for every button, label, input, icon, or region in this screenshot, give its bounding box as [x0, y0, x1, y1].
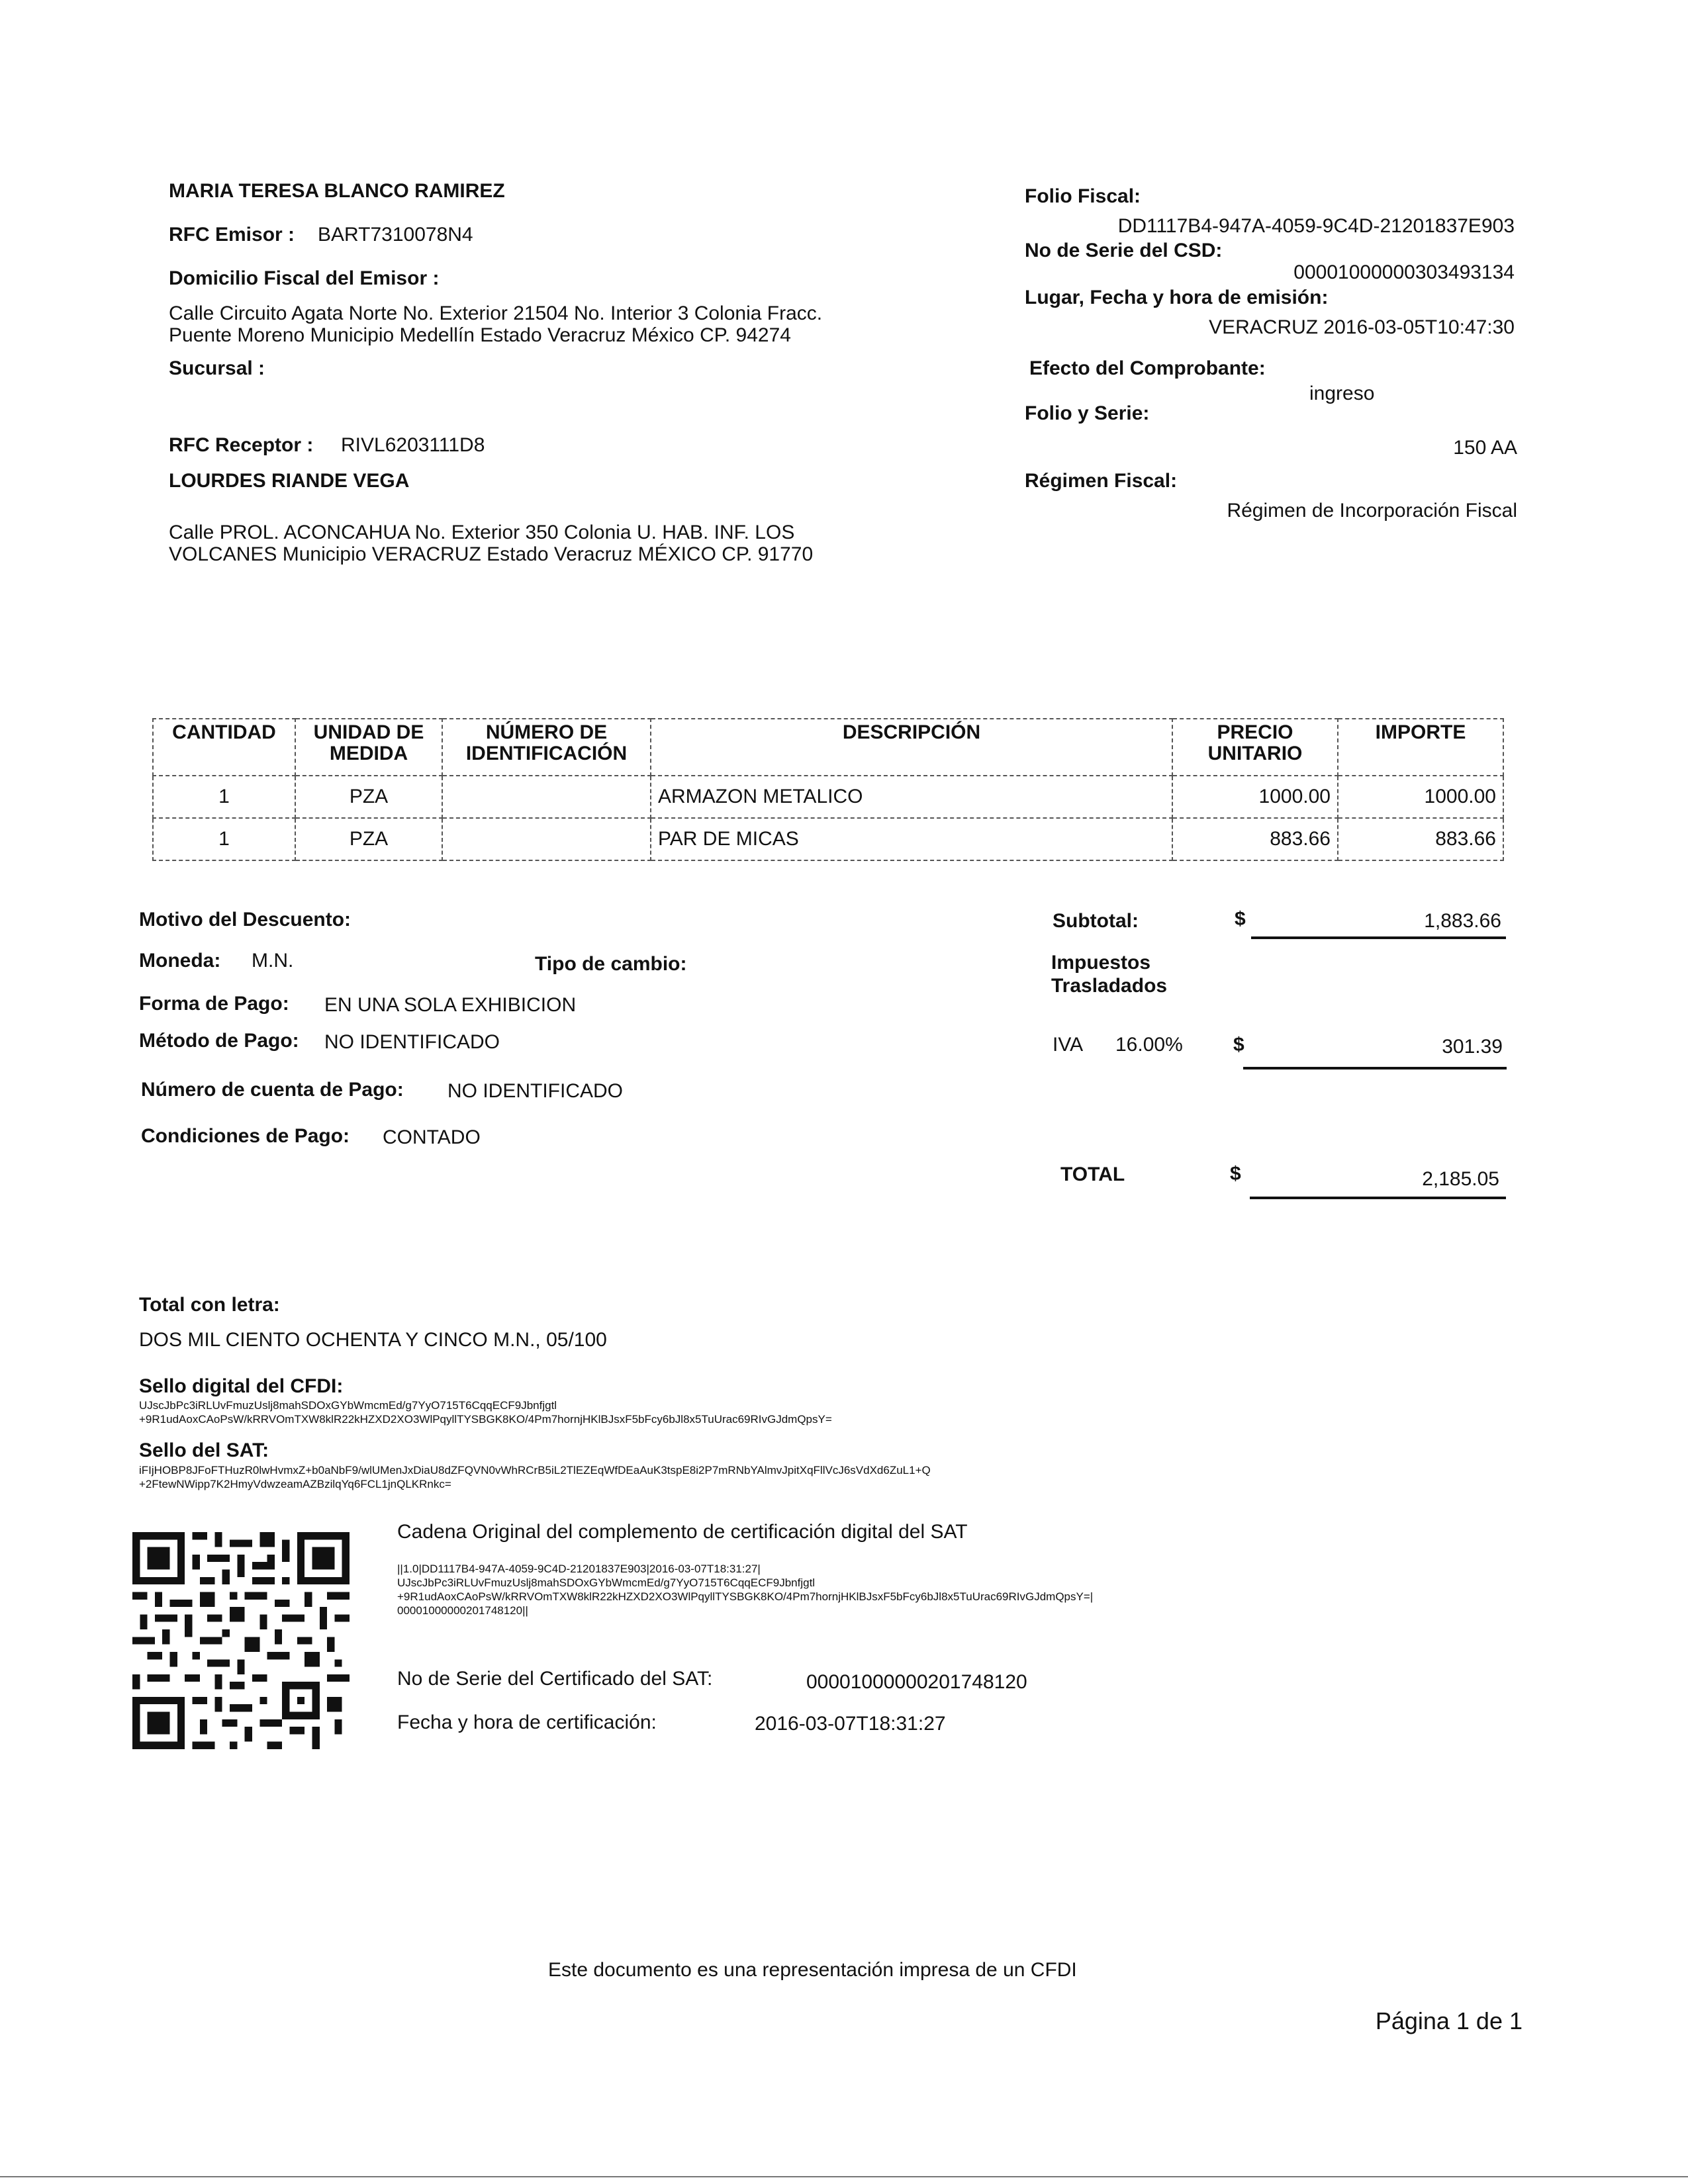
header-precio: PRECIO UNITARIO	[1172, 719, 1338, 776]
sello-sat-line1: iFIjHOBP8JFoFTHuzR0lwHvmxZ+b0aNbF9/wlUMenJxDiaU8dZFQVN0vWhRCrB5iL2TlEZEqWfDEaAuK3tspE8i2P7mRNbYAlmvJpitXqFllVcJ6sVdXd6ZuL1+Q	[139, 1464, 931, 1477]
table-row	[153, 818, 1503, 860]
efecto-label: Efecto del Comprobante:	[1029, 357, 1266, 379]
folio-fiscal-label: Folio Fiscal:	[1025, 185, 1141, 207]
cell-descripcion: ARMAZON METALICO	[651, 776, 1172, 818]
cell-descripcion: PAR DE MICAS	[651, 818, 1172, 860]
subtotal-value: 1,883.66	[1424, 910, 1501, 932]
cell-cantidad: 1	[153, 776, 295, 818]
cell-importe: 883.66	[1338, 818, 1503, 860]
total-letra-label: Total con letra:	[139, 1294, 280, 1316]
serie-certificado-value: 00001000000201748120	[806, 1671, 1027, 1693]
cell-unidad: PZA	[295, 818, 442, 860]
metodo-pago-label: Método de Pago:	[139, 1030, 299, 1052]
serie-csd-value: 00001000000303493134	[1293, 261, 1515, 283]
receptor-nombre: LOURDES RIANDE VEGA	[169, 470, 410, 492]
lugar-fecha-label: Lugar, Fecha y hora de emisión:	[1025, 287, 1329, 308]
folio-serie-label: Folio y Serie:	[1025, 402, 1150, 424]
cell-precio: 1000.00	[1172, 776, 1338, 818]
tipo-cambio-label: Tipo de cambio:	[535, 953, 687, 975]
bottom-edge-line	[0, 2176, 1688, 2177]
cadena-original-label: Cadena Original del complemento de certificación digital del SAT	[397, 1521, 968, 1543]
metodo-pago-value: NO IDENTIFICADO	[324, 1031, 500, 1053]
emisor-nombre: MARIA TERESA BLANCO RAMIREZ	[169, 180, 505, 202]
serie-csd-label: No de Serie del CSD:	[1025, 240, 1223, 261]
cell-unidad: PZA	[295, 776, 442, 818]
cell-precio: 883.66	[1172, 818, 1338, 860]
rfc-emisor-value: BART7310078N4	[318, 224, 473, 246]
footer-nota: Este documento es una representación impresa de un CFDI	[548, 1959, 1077, 1981]
domicilio-receptor-line1: Calle PROL. ACONCAHUA No. Exterior 350 Colonia U. HAB. INF. LOS	[169, 522, 795, 543]
motivo-descuento-label: Motivo del Descuento:	[139, 909, 352, 931]
header-unidad: UNIDAD DE MEDIDA	[295, 719, 442, 776]
domicilio-receptor-line2: VOLCANES Municipio VERACRUZ Estado Veracruz MÉXICO CP. 91770	[169, 543, 814, 565]
domicilio-emisor-line2: Puente Moreno Municipio Medellín Estado Veracruz México CP. 94274	[169, 324, 791, 346]
cell-numero	[442, 818, 651, 860]
cuenta-pago-value: NO IDENTIFICADO	[447, 1080, 624, 1102]
iva-underline	[1243, 1067, 1507, 1069]
total-letra-value: DOS MIL CIENTO OCHENTA Y CINCO M.N., 05/100	[139, 1329, 607, 1351]
subtotal-label: Subtotal:	[1053, 910, 1139, 932]
cadena-line4: 00001000000201748120||	[397, 1604, 528, 1617]
cuenta-pago-label: Número de cuenta de Pago:	[141, 1079, 404, 1101]
cadena-line2: UJscJbPc3iRLUvFmuzUslj8mahSDOxGYbWmcmEd/g7YyO715T6CqqECF9Jbnfjgtl	[397, 1576, 816, 1589]
cell-importe: 1000.00	[1338, 776, 1503, 818]
fecha-certificacion-value: 2016-03-07T18:31:27	[755, 1713, 946, 1735]
folio-serie-value: 150 AA	[1453, 437, 1517, 459]
domicilio-emisor-line1: Calle Circuito Agata Norte No. Exterior 21504 No. Interior 3 Colonia Fracc.	[169, 302, 823, 324]
rfc-receptor-label: RFC Receptor :	[169, 434, 314, 456]
rfc-emisor-label: RFC Emisor :	[169, 224, 295, 246]
cadena-line1: ||1.0|DD1117B4-947A-4059-9C4D-21201837E903|2016-03-07T18:31:27|	[397, 1563, 761, 1575]
sucursal-label: Sucursal :	[169, 357, 265, 379]
sello-cfdi-line2: +9R1udAoxCAoPsW/kRRVOmTXW8klR22kHZXD2XO3WlPqyllTYSBGK8KO/4Pm7hornjHKlBJsxF5bFcy6bJl8x5TuUrac69RIvGJdmQpsY=	[139, 1413, 832, 1426]
header-descripcion: DESCRIPCIÓN	[651, 719, 1172, 776]
fecha-certificacion-label: Fecha y hora de certificación:	[397, 1711, 657, 1733]
header-cantidad: CANTIDAD	[153, 719, 295, 776]
header-numero: NÚMERO DE IDENTIFICACIÓN	[442, 719, 651, 776]
sello-sat-label: Sello del SAT:	[139, 1439, 269, 1461]
cell-cantidad: 1	[153, 818, 295, 860]
forma-pago-value: EN UNA SOLA EXHIBICION	[324, 994, 577, 1016]
domicilio-emisor-label: Domicilio Fiscal del Emisor :	[169, 267, 440, 289]
regimen-value: Régimen de Incorporación Fiscal	[1227, 500, 1517, 522]
total-underline	[1250, 1197, 1506, 1199]
impuestos-label-1: Impuestos	[1051, 952, 1151, 974]
iva-rate: 16.00%	[1115, 1034, 1183, 1056]
regimen-label: Régimen Fiscal:	[1025, 470, 1178, 492]
rfc-receptor-value: RIVL6203111D8	[341, 434, 485, 456]
header-importe: IMPORTE	[1338, 719, 1503, 776]
table-header-row	[153, 719, 1503, 776]
iva-currency: $	[1233, 1034, 1244, 1056]
lugar-fecha-value: VERACRUZ 2016-03-05T10:47:30	[1209, 316, 1515, 338]
serie-certificado-label: No de Serie del Certificado del SAT:	[397, 1668, 713, 1690]
efecto-value: ingreso	[1309, 383, 1375, 404]
conceptos-table	[152, 718, 1504, 861]
qr-code	[132, 1532, 350, 1749]
sello-sat-line2: +2FtewNWipp7K2HmyVdwzeamAZBzilqYq6FCL1jnQLKRnkc=	[139, 1478, 451, 1490]
condiciones-pago-value: CONTADO	[383, 1126, 481, 1148]
sello-cfdi-label: Sello digital del CFDI:	[139, 1375, 344, 1397]
impuestos-label-2: Trasladados	[1051, 975, 1168, 997]
iva-value: 301.39	[1442, 1036, 1503, 1058]
forma-pago-label: Forma de Pago:	[139, 993, 289, 1015]
moneda-value: M.N.	[252, 950, 294, 972]
moneda-label: Moneda:	[139, 950, 221, 972]
folio-fiscal-value: DD1117B4-947A-4059-9C4D-21201837E903	[1117, 215, 1515, 237]
table-row	[153, 776, 1503, 818]
total-currency: $	[1230, 1163, 1241, 1185]
cell-numero	[442, 776, 651, 818]
iva-label: IVA	[1053, 1034, 1084, 1056]
sello-cfdi-line1: UJscJbPc3iRLUvFmuzUslj8mahSDOxGYbWmcmEd/g7YyO715T6CqqECF9Jbnfjgtl	[139, 1399, 557, 1412]
subtotal-underline	[1251, 936, 1506, 939]
total-value: 2,185.05	[1422, 1168, 1499, 1190]
cadena-line3: +9R1udAoxCAoPsW/kRRVOmTXW8klR22kHZXD2XO3WlPqyllTYSBGK8KO/4Pm7hornjHKlBJsxF5bFcy6bJl8x5TuUrac69RIvGJdmQpsY=|	[397, 1590, 1094, 1603]
page-number: Página 1 de 1	[1375, 2007, 1523, 2034]
condiciones-pago-label: Condiciones de Pago:	[141, 1125, 350, 1147]
subtotal-currency: $	[1235, 908, 1246, 930]
total-label: TOTAL	[1060, 1163, 1125, 1185]
